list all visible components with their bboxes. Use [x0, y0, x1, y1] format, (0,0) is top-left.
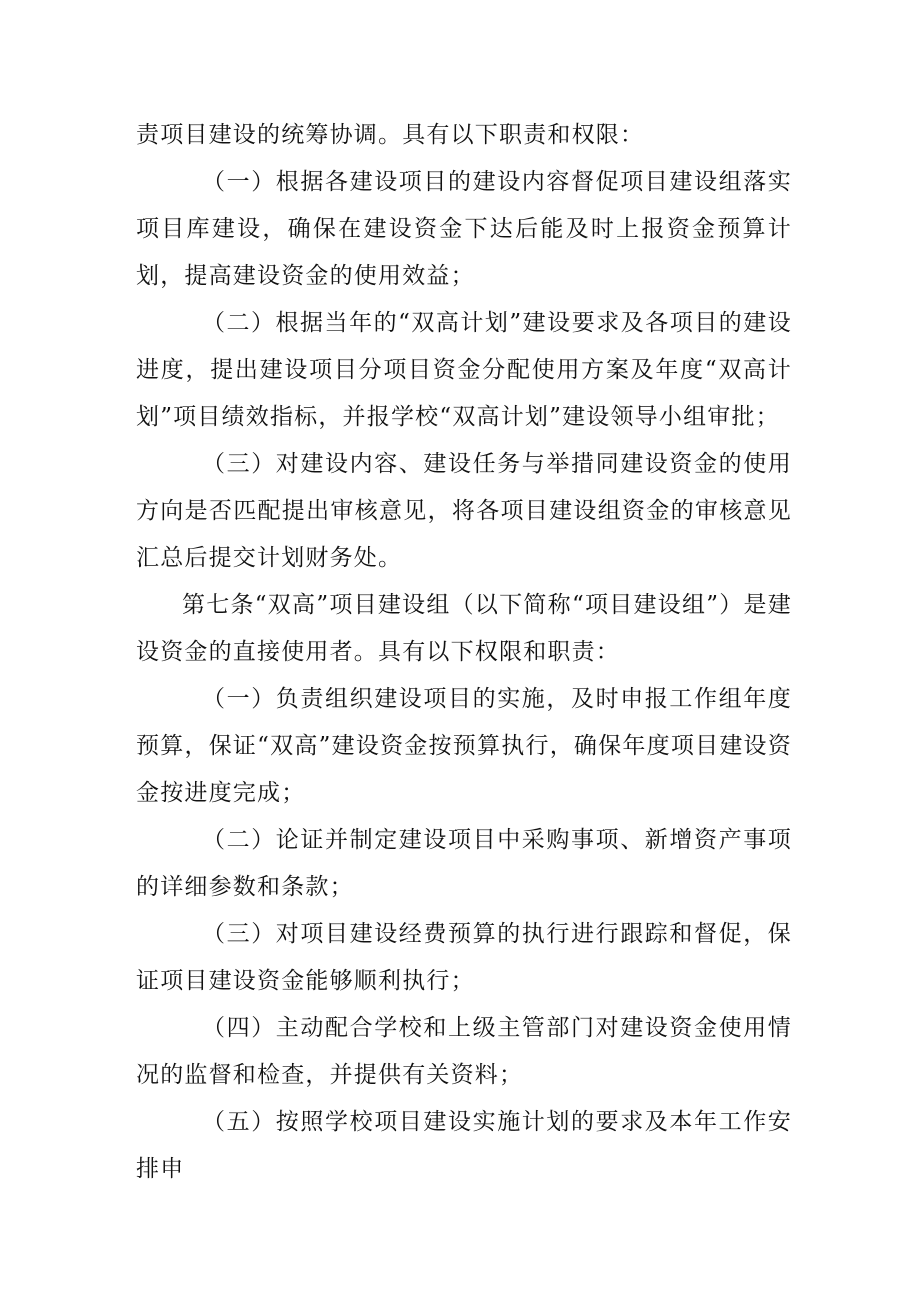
paragraph-item-8: （五）按照学校项目建设实施计划的要求及本年工作安排申 — [136, 1109, 792, 1182]
paragraph-item-4: （一）负责组织建设项目的实施，及时申报工作组年度预算，保证“双高”建设资金按预算执行，确保年度项目建设资金按进度完成； — [136, 686, 792, 806]
paragraph-item-7: （四）主动配合学校和上级主管部门对建设资金使用情况的监督和检查，并提供有关资料； — [136, 1015, 792, 1088]
paragraph-item-5: （二）论证并制定建设项目中采购事项、新增资产事项的详细参数和条款； — [136, 827, 792, 900]
document-body — [136, 112, 792, 1193]
paragraph-article-7: 第七条“双高”项目建设组（以下简称“项目建设组”）是建设资金的直接使用者。具有以下权限和职责： — [136, 592, 792, 665]
paragraph-item-2: （二）根据当年的“双高计划”建设要求及各项目的建设进度，提出建设项目分项目资金分配使用方案及年度“双高计划”项目绩效指标，并报学校“双高计划”建设领导小组审批； — [136, 310, 792, 430]
paragraph-item-6: （三）对项目建设经费预算的执行进行跟踪和督促，保证项目建设资金能够顺利执行； — [136, 921, 792, 994]
paragraph-item-3: （三）对建设内容、建设任务与举措同建设资金的使用方向是否匹配提出审核意见，将各项目建设组资金的审核意见汇总后提交计划财务处。 — [136, 451, 792, 571]
paragraph-continuation: 责项目建设的统筹协调。具有以下职责和权限： — [136, 122, 645, 148]
paragraph-item-1: （一）根据各建设项目的建设内容督促项目建设组落实项目库建设，确保在建设资金下达后能及时上报资金预算计划，提高建设资金的使用效益； — [136, 169, 792, 289]
